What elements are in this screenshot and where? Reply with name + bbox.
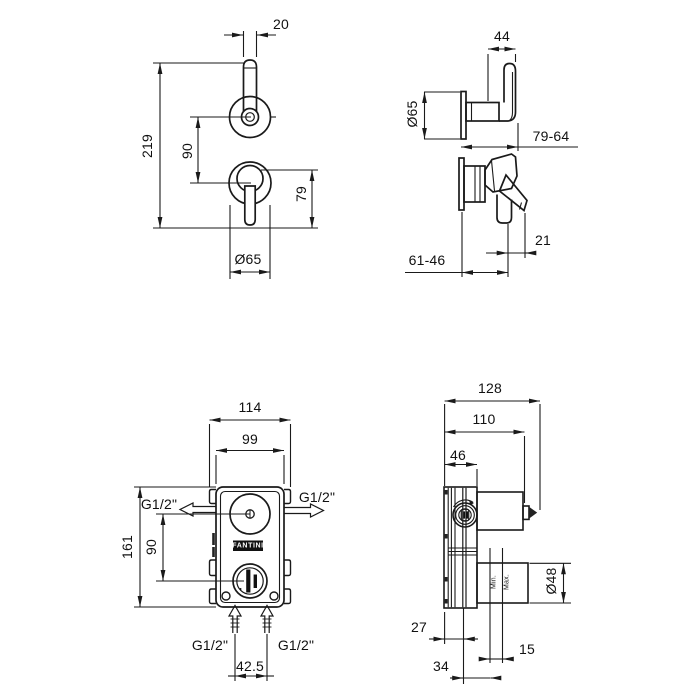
connection-label-left: G1/2" (140, 496, 178, 512)
label-max-wall-depth: Max. (503, 574, 511, 590)
dim-label-handle-projection: 44 (494, 28, 510, 44)
dim-label-lower-height: 79 (293, 186, 309, 202)
dim-label-depth-range: 79-64 (532, 128, 570, 144)
dim-label-box-height: 161 (119, 535, 135, 559)
dim-label-wall-to-axis: 27 (411, 619, 427, 635)
dim-label-total-height: 219 (139, 134, 155, 158)
label-min-wall-depth: Min. (490, 574, 498, 590)
connection-label-right: G1/2" (298, 489, 336, 505)
dim-label-box-width: 99 (242, 431, 258, 447)
dim-label-axis-to-min: 34 (433, 658, 449, 674)
dim-label-min-to-max: 15 (519, 641, 535, 657)
view-rough-side (429, 401, 571, 684)
dim-label-handle-width: 20 (273, 16, 289, 32)
dim-label-outlet-distance: 90 (143, 539, 159, 555)
dim-label-lever-offset: 21 (535, 232, 551, 248)
dim-label-total-depth: 128 (478, 380, 502, 396)
dim-label-escutcheon-diameter: Ø65 (234, 251, 262, 267)
dim-label-center-distance: 90 (179, 143, 195, 159)
connection-label-bottom-left: G1/2" (191, 637, 229, 653)
view-trim-front (153, 31, 318, 279)
dim-label-escutcheon-diameter-side: Ø65 (404, 100, 420, 128)
dim-label-inlet-spacing: 42.5 (235, 658, 265, 674)
dim-label-box-depth: 46 (450, 447, 466, 463)
view-trim-side (405, 49, 578, 277)
dim-label-cylinder-diameter: Ø48 (543, 567, 559, 595)
dim-label-cartridge-depth: 110 (472, 411, 496, 427)
dim-label-body-depth-range: 61-46 (408, 252, 446, 268)
dim-label-box-width-tabs: 114 (238, 399, 262, 415)
connection-label-bottom-right: G1/2" (277, 637, 315, 653)
brand-logo: FANTINI (232, 542, 264, 550)
